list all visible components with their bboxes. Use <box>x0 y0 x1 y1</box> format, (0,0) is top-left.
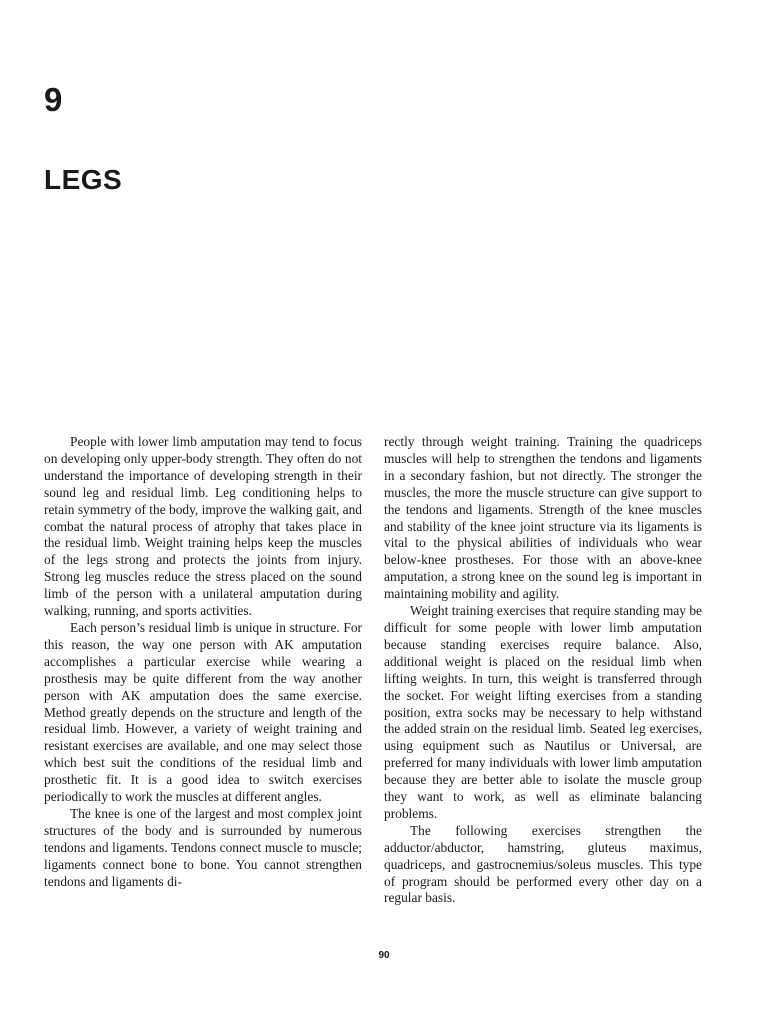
chapter-number: 9 <box>44 81 63 118</box>
body-paragraph-continued: rectly through weight training. Training the quadriceps muscles will help to strengthen the tendons and ligaments in a secondary fashion, but not directly. The stronger the muscles, the more the muscle structure can give support to the tendons and ligaments. Strength of the knee muscles and stability of the knee joint structure via its ligaments is vital to the physical abilities of individuals who wear below-knee prostheses. For those with an above-knee amputation, a strong knee on the sound leg is important in maintaining mobility and agility. <box>384 434 702 602</box>
body-paragraph: The following exercises strengthen the adductor/abductor, hamstring, gluteus maximus, quadriceps, and gastrocnemius/soleus muscles. This type of program should be performed every other day on a regular basis. <box>384 822 702 906</box>
text-column-left <box>44 434 362 890</box>
body-paragraph: The knee is one of the largest and most complex joint structures of the body and is surrounded by numerous tendons and ligaments. Tendons connect muscle to muscle; ligaments connect bone to bone. You cannot strengthen tendons and ligaments di- <box>44 805 362 889</box>
chapter-title: LEGS <box>44 164 123 195</box>
page-number: 90 <box>378 950 390 961</box>
body-paragraph: People with lower limb amputation may tend to focus on developing only upper-body strength. They often do not understand the importance of developing strength in their sound leg and residual limb. Leg conditioning helps to retain symmetry of the body, improve the walking gait, and combat the natural process of atrophy that takes place in the residual limb. Weight training helps keep the muscles of the legs strong and protects the joints from injury. Strong leg muscles reduce the stress placed on the sound limb of the person with a unilateral amputation during walking, running, and sports activities. <box>44 434 362 619</box>
body-paragraph: Weight training exercises that require standing may be difficult for some people with lower limb amputation because standing exercises require balance. Also, additional weight is placed on the residual limb when lifting weights. In turn, this weight is transferred through the socket. For weight lifting exercises from a standing position, extra socks may be necessary to help withstand the added strain on the residual limb. Seated leg exercises, using equipment such as Nautilus or Universal, are preferred for many individuals with lower limb amputation because they are better able to isolate the muscle group they want to work, as well as eliminate balancing problems. <box>384 603 702 821</box>
body-paragraph: Each person’s residual limb is unique in structure. For this reason, the way one person with AK amputation accomplishes a particular exercise while wearing a prosthesis may be quite different from the way another person with AK amputation does the same exercise. Method greatly depends on the structure and length of the residual limb. However, a variety of weight training and resistant exercises are available, and one may select those which best suit the conditions of the residual limb and prosthetic fit. It is a good idea to switch exercises periodically to work the muscles at different angles. <box>44 619 362 805</box>
text-column-right <box>384 434 702 907</box>
